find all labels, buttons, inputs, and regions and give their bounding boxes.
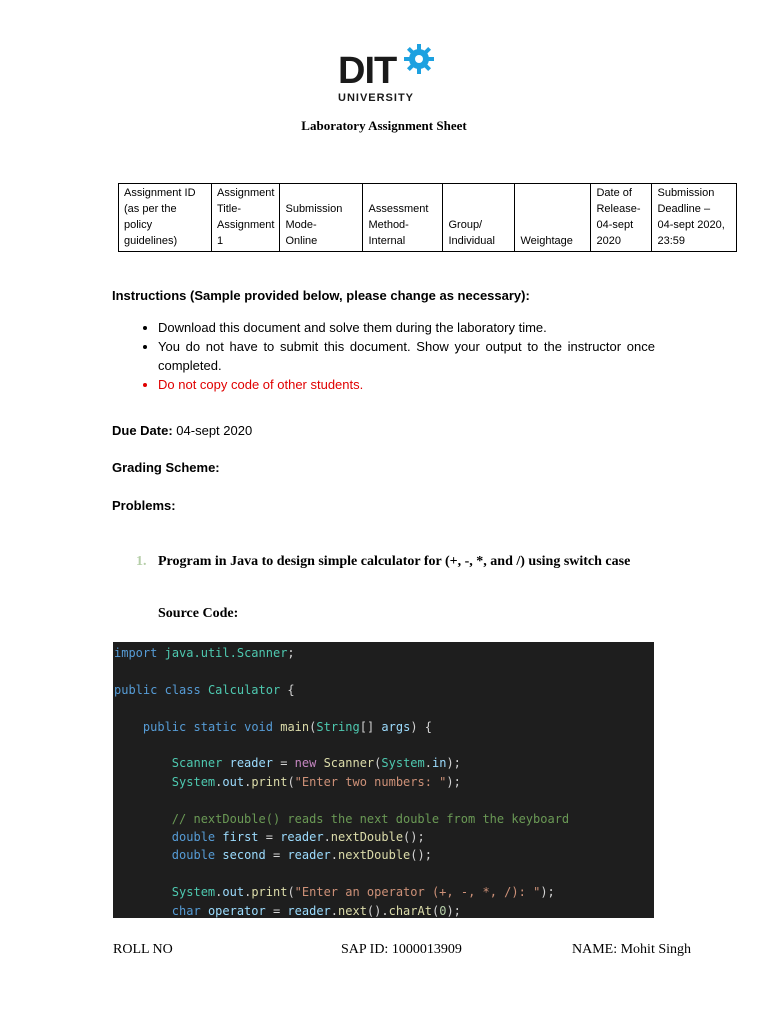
table-cell [591, 184, 652, 252]
code-token: nextDouble [330, 830, 404, 845]
code-token: Scanner [323, 756, 375, 771]
grading-scheme [112, 460, 220, 475]
table-cell [443, 184, 515, 252]
code-token: next [338, 903, 367, 918]
code-token: nextDouble [338, 848, 411, 863]
table-cell [363, 184, 443, 252]
code-token: main [280, 719, 310, 734]
table-cell [280, 184, 363, 252]
instructions-heading: Instructions (Sample provided below, please change as necessary): [112, 288, 530, 303]
code-token: charAt [388, 903, 432, 918]
code-token: print [251, 885, 288, 900]
code-token: // nextDouble() reads the next double from the keyboard [171, 811, 570, 826]
assignment-info-table [118, 183, 737, 252]
grading-scheme-label: Grading Scheme: [112, 460, 220, 475]
code-token: System [171, 774, 216, 789]
code-token: reader [287, 848, 331, 863]
code-token: java.util.Scanner [164, 646, 288, 660]
footer-roll-no: ROLL NO [113, 942, 173, 957]
code-token: first [222, 830, 259, 845]
code-token: print [251, 774, 288, 789]
code-token: public [142, 719, 187, 734]
code-token: void [244, 719, 273, 734]
code-token: public [114, 682, 158, 697]
cell-submission-deadline: Submission Deadline – 04-sept 2020, 23:59 [657, 187, 725, 247]
cell-release-date: Date of Release- 04-sept 2020 [596, 187, 641, 247]
cell-submission-mode: Submission Mode- Online [285, 203, 343, 247]
code-token: new [294, 756, 317, 771]
footer-sap-id: SAP ID: 1000013909 [341, 942, 462, 957]
cell-group-individual: Group/ Individual [448, 219, 495, 247]
code-token: "Enter two numbers: " [294, 774, 447, 789]
code-token: String [316, 719, 360, 734]
list-item: • You do not have to submit this document. Show your output to the instructor once completed. [158, 337, 655, 375]
sheet-title: Laboratory Assignment Sheet [301, 118, 467, 133]
code-token: Scanner [171, 756, 223, 771]
due-date [112, 423, 252, 438]
cell-weightage: Weightage [520, 235, 573, 247]
code-token: class [164, 682, 201, 697]
footer-student-name: NAME: Mohit Singh [572, 942, 692, 957]
problem-number: 1. [136, 554, 147, 569]
code-token: second [222, 848, 266, 863]
code-token: out [222, 885, 245, 900]
code-token: static [193, 719, 237, 734]
logo-subtitle: UNIVERSITY [338, 92, 415, 104]
problems-heading [112, 498, 176, 513]
code-token: reader [229, 756, 273, 771]
code-token: char [171, 903, 201, 918]
table-cell [515, 184, 591, 252]
code-token: "Enter an operator (+, -, *, /): " [294, 885, 541, 900]
logo-wordmark: DIT [338, 50, 397, 92]
list-item: • Download this document and solve them during the laboratory time. [158, 318, 655, 337]
cell-assignment-id: Assignment ID (as per the policy guidelines) [124, 187, 196, 247]
list-item-warning: • Do not copy code of other students. [158, 375, 655, 394]
problem-text: Program in Java to design simple calculator for (+, -, *, and /) using switch case [158, 554, 631, 569]
table-cell [119, 184, 212, 252]
table-cell [652, 184, 737, 252]
cell-assessment-method: Assessment Method- Internal [368, 203, 429, 247]
problems-label: Problems: [112, 498, 176, 513]
university-logo [338, 44, 434, 106]
code-token: reader [287, 903, 331, 918]
code-token: args [381, 719, 411, 734]
table-row [119, 184, 737, 252]
gear-icon [404, 44, 434, 74]
code-token: import [114, 646, 158, 660]
source-code-label: Source Code: [158, 606, 239, 621]
code-token: in [431, 756, 447, 771]
due-date-label: Due Date: [112, 423, 173, 438]
cell-assignment-title: Assignment Title- Assignment 1 [217, 187, 275, 247]
due-date-value: 04-sept 2020 [172, 423, 253, 438]
code-token: double [171, 848, 216, 863]
code-token: reader [280, 830, 324, 845]
code-text: import java.util.Scanner; public class Calculator { public static void main(String[] args) { Scanner reader = new Scanner(System.in); System.out.print("Enter two numbers: "); // nextDouble() reads the next double from the keyboard double first = reader.nextDouble(); double second = reader.nextDouble(); System.out.print("Enter an operator (+, -, *, /): "); char operator = reader.next().charAt(0); [114, 646, 570, 918]
code-token: System [381, 756, 425, 771]
code-block [113, 642, 654, 918]
code-token: double [171, 830, 216, 845]
code-token: System [171, 885, 216, 900]
code-token: operator [207, 903, 266, 918]
code-token: out [222, 774, 245, 789]
code-token: 0 [439, 903, 447, 918]
code-token: Calculator [207, 682, 281, 697]
table-cell [212, 184, 280, 252]
instructions-list [112, 318, 655, 394]
